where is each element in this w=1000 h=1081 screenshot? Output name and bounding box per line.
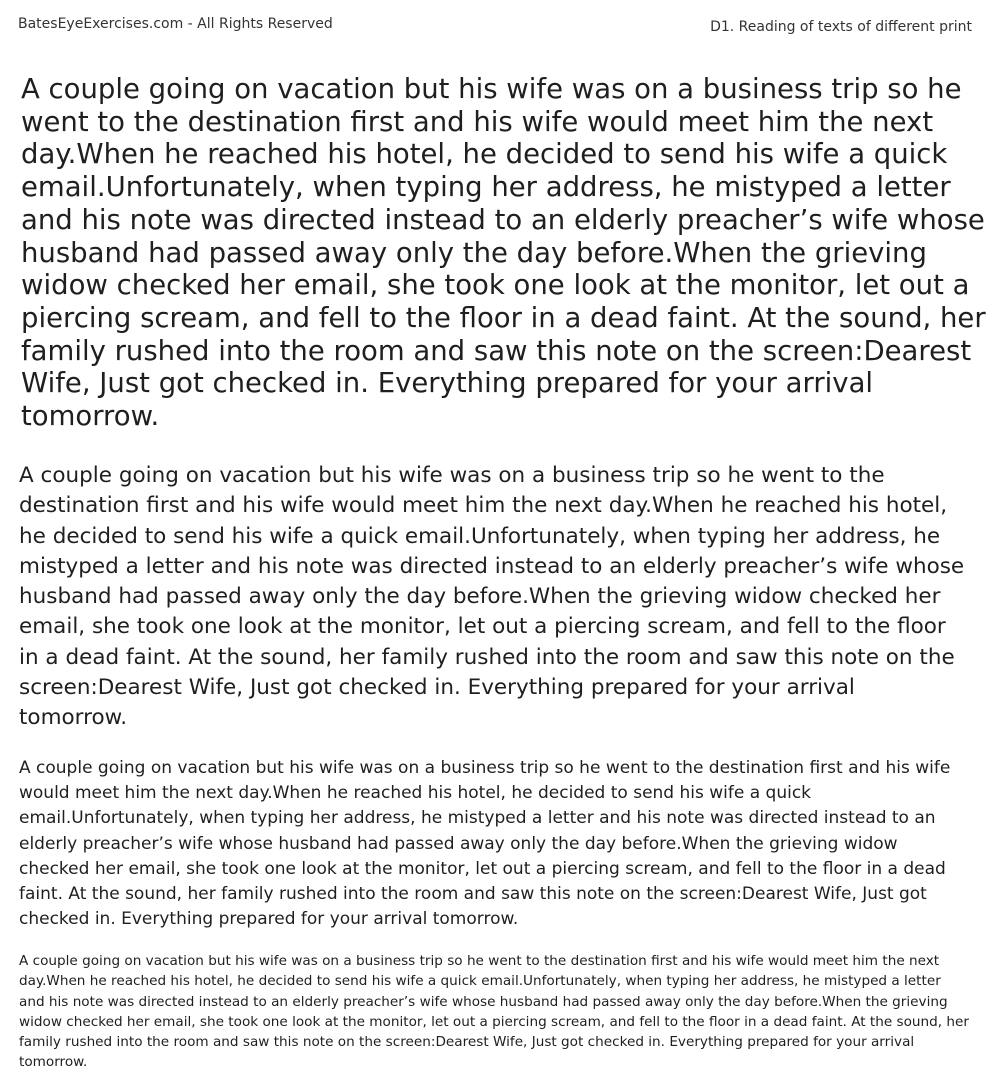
reading-passage-small: A couple going on vacation but his wife was on a business trip so he went to the destination first and his wife would meet him the next day.When he reached his hotel, he decided to send his wife a quick email.Unfortunately, when typing her address, he mistyped a letter and his note was directed instead to an elderly preacher’s wife whose husband had passed away only the day before.When the grieving widow checked her email, she took one look at the monitor, let out a piercing scream, and fell to the floor in a dead faint. At the sound, her family rushed into the room and saw this note on the screen:Dearest Wife, Just got checked in. Everything prepared for your arrival tomorrow. — [19, 953, 970, 1071]
reading-passage-large: A couple going on vacation but his wife was on a business trip so he went to the destination first and his wife would meet him the next day.When he reached his hotel, he decided to send his wife a quick email.Unfortunately, when typing her address, he mistyped a letter and his note was directed instead to an elderly preacher’s wife whose husband had passed away only the day before.When the grieving widow checked her email, she took one look at the monitor, let out a piercing scream, and fell to the floor in a dead faint. At the sound, her family rushed into the room and saw this note on the screen:Dearest Wife, Just got checked in. Everything prepared for your arrival tomorrow. — [19, 463, 965, 731]
reading-passage-largest: A couple going on vacation but his wife was on a business trip so he went to the destination first and his wife would meet him the next day.When he reached his hotel, he decided to send his wife a quick email.Unfortunately, when typing her address, he mistyped a letter and his note was directed instead to an elderly preacher’s wife whose husband had passed away only the day before.When the grieving widow checked her email, she took one look at the monitor, let out a piercing scream, and fell to the floor in a dead faint. At the sound, her family rushed into the room and saw this note on the screen:Dearest Wife, Just got checked in. Everything prepared for your arrival tomorrow. — [21, 73, 986, 433]
page-header — [18, 14, 972, 34]
exercise-title: D1. Reading of texts of different print — [710, 19, 972, 35]
reading-passage-medium: A couple going on vacation but his wife was on a business trip so he went to the destination first and his wife would meet him the next day.When he reached his hotel, he decided to send his wife a quick email.Unfortunately, when typing her address, he mistyped a letter and his note was directed instead to an elderly preacher’s wife whose husband had passed away only the day before.When the grieving widow checked her email, she took one look at the monitor, let out a piercing scream, and fell to the floor in a dead faint. At the sound, her family rushed into the room and saw this note on the screen:Dearest Wife, Just got checked in. Everything prepared for your arrival tomorrow. — [19, 758, 951, 930]
copyright-notice: BatesEyeExercises.com - All Rights Reserved — [18, 16, 333, 32]
